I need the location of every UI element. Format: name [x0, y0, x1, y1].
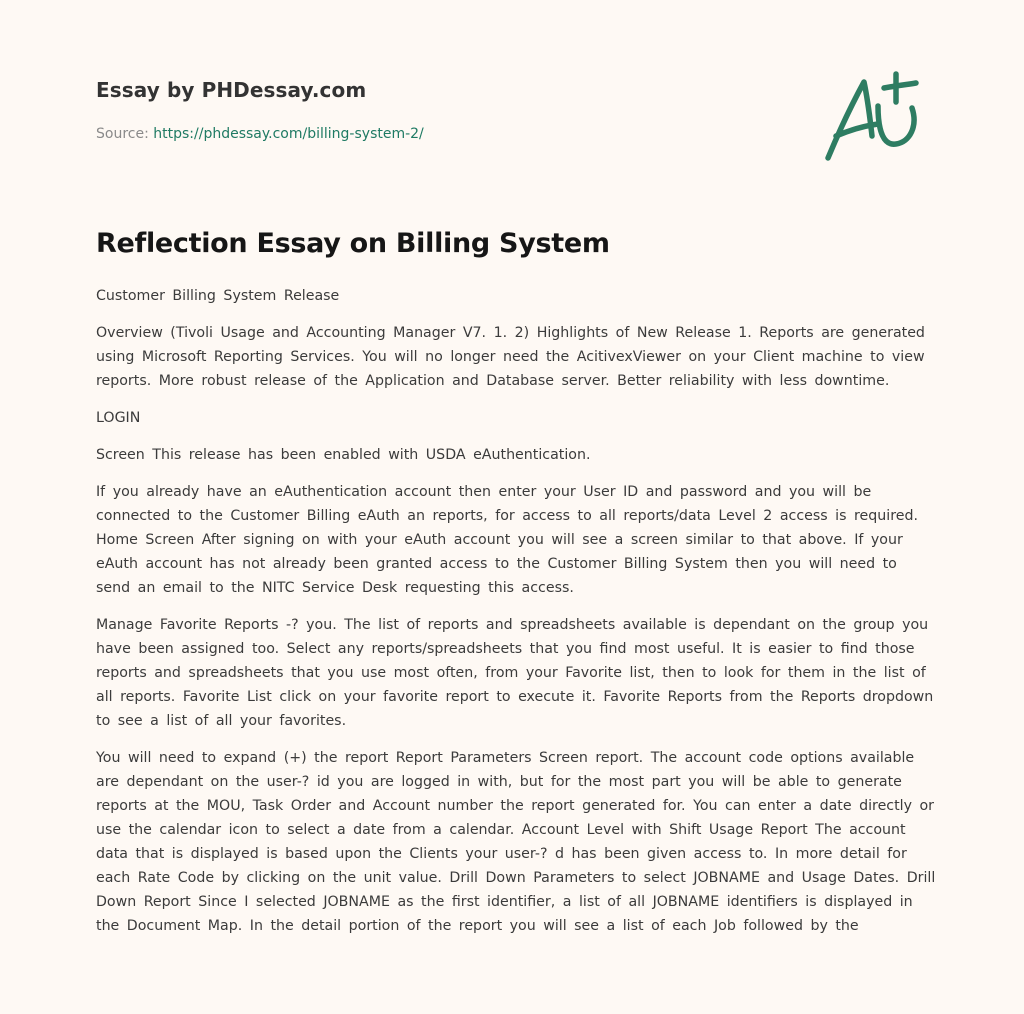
source-line — [96, 124, 796, 144]
paragraph: You will need to expand (+) the report Report Parameters Screen report. The account code options available are dependant on the user-? id you are logged in with, but for the most part you will be able to generate reports at the MOU, Task Order and Account number the report generated for. You can enter a date directly or use the calendar icon to select a date from a calendar. Account Level with Shift Usage Report The account data that is displayed is based upon the Clients your user-? d has been given access to. In more detail for each Rate Code by clicking on the unit value. Drill Down Parameters to select JOBNAME and Usage Dates. Drill Down Report Since I selected JOBNAME as the first identifier, a list of all JOBNAME identifiers is displayed in the Document Map. In the detail portion of the report you will see a list of each Job followed by the — [96, 750, 936, 934]
paragraph: If you already have an eAuthentication account then enter your User ID and password and you will be connected to the Customer Billing eAuth an reports, for access to all reports/data Level 2 access is required. Home Screen After signing on with your eAuth account you will see a screen similar to that above. If your eAuth account has not already been granted access to the Customer Billing System then you will need to send an email to the NITC Service Desk requesting this access. — [96, 484, 918, 596]
site-title: Essay by PHDessay.com — [96, 78, 367, 102]
page-header — [96, 76, 796, 144]
paragraph: Manage Favorite Reports -? you. The list of reports and spreadsheets available is dependant on the group you have been assigned too. Select any reports/spreadsheets that you find most useful. It is easier to find those reports and spreadsheets that you use most often, from your Favorite list, then to look for them in the list of all reports. Favorite List click on your favorite report to execute it. Favorite Reports from the Reports dropdown to see a list of all your favorites. — [96, 617, 934, 729]
paragraph: Overview (Tivoli Usage and Accounting Manager V7. 1. 2) Highlights of New Release 1. Reports are generated using Microsoft Reporting Services. You will no longer need the AcitivexViewer on your Client machine to view reports. More robust release of the Application and Database server. Better reliability with less downtime. — [96, 325, 925, 389]
paragraph: LOGIN — [96, 410, 141, 426]
paragraph: Screen This release has been enabled with USDA eAuthentication. — [96, 447, 591, 463]
source-label: Source: — [96, 126, 154, 142]
article-title: Reflection Essay on Billing System — [96, 228, 610, 259]
source-link[interactable]: https://phdessay.com/billing-system-2/ — [153, 126, 424, 142]
article-body — [96, 284, 936, 951]
a-plus-grade-icon — [822, 66, 932, 166]
paragraph: Customer Billing System Release — [96, 288, 340, 304]
